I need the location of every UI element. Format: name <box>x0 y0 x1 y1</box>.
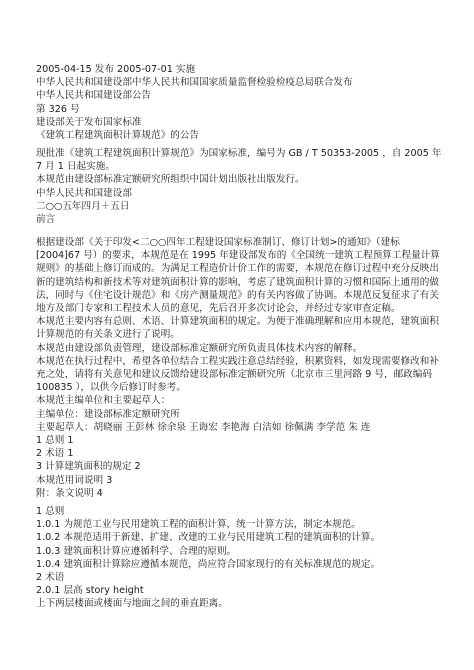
term-definition: 上下两层楼面或楼面与地面之间的垂直距离。 <box>36 598 228 610</box>
foreword-heading: 前言 <box>36 214 56 226</box>
announcement-line: 建设部关于发布国家标准 <box>36 116 142 128</box>
bulletin-title: 中华人民共和国建设部公告 <box>36 90 152 102</box>
clause: 1.0.2 本规范适用于新建、扩建、改建的工业与民用建筑工程的建筑面积的计算。 <box>36 532 381 544</box>
chief-editor-unit: 主编单位：建设部标准定额研究所 <box>36 408 180 420</box>
signature: 中华人民共和国建设部 <box>36 187 132 199</box>
clause: 1.0.1 为规范工业与民用建筑工程的面积计算，统一计算方法，制定本规范。 <box>36 519 361 531</box>
toc-item: 2 术语 1 <box>36 448 74 460</box>
toc-item: 3 计算建筑面积的规定 2 <box>36 461 141 473</box>
standard-title: 《建筑工程建筑面积计算规范》的公告 <box>36 130 200 142</box>
chapter-2-heading: 2 术语 <box>36 572 65 584</box>
editor-intro: 本规范主编单位和主要起草人： <box>36 395 171 407</box>
chapter-block <box>36 505 444 611</box>
foreword-paragraph-3: 本规范由建设部负责管理，建设部标准定额研究所负责具体技术内容的解释。 <box>36 342 363 354</box>
publication-note: 本规范由建设部标准定额研究所组织中国计划出版社出版发行。 <box>36 174 305 186</box>
clause: 1.0.3 建筑面积计算应遵循科学、合理的原则。 <box>36 545 237 557</box>
toc-item: 1 总则 1 <box>36 435 74 447</box>
foreword-block <box>36 236 444 500</box>
issue-dates: 2005-04-15 发布 2005-07-01 实施 <box>36 64 196 75</box>
toc-item: 附：条文说明 4 <box>36 487 103 499</box>
foreword-paragraph-1: 根据建设部《关于印发<二○○四年工程建设国家标准制订、修订计划>的通知》（建标 [2004]67 号）的要求，本规范是在 1995 年建设部发布的《全国统一建筑工程预算工程量计算规则》的基础上修订而成的。为满足工程造价计价工作的需要，本规范在修订过程中充分反映出新的建筑结构和新技术等对建筑面积计算的影响，考虑了建筑面积计算的习惯和国际上通用的做法，同时与《住宅设计规范》和《房产测量规范》的有关内容做了协调。本规范反复征求了有关地方及部门专家和工程技术人员的意见，先后召开多次讨论会，并经过专家审查定稿。 <box>36 237 440 315</box>
chapter-1-heading: 1 总则 <box>36 506 65 517</box>
approval-text: 现批准《建筑工程建筑面积计算规范》为国家标准，编号为 GB / T 50353-2005 ，自 2005 年 7 月 1 日起实施。 <box>36 148 442 173</box>
main-drafters: 主要起草人：胡晓丽 王彭林 徐余泉 王诲宏 李艳海 白洁如 徐佩满 李学范 朱 连 <box>36 421 371 433</box>
announcement-block <box>36 147 444 226</box>
term-title: 2.0.1 层高 story height <box>36 585 144 597</box>
issuing-authorities: 中华人民共和国建设部中华人民共和国国家质量监督检验检疫总局联合发布 <box>36 77 353 89</box>
foreword-paragraph-4: 本规范在执行过程中，希望各单位结合工程实践注意总结经验，积累资料，如发现需要修改和补充之处，请将有关意见和建议反馈给建设部标准定额研究所（北京市三里河路 9 号，邮政编码 100835 ），以供今后修订时参考。 <box>36 355 439 394</box>
signature-date: 二○○五年四月＋五日 <box>36 200 130 212</box>
clause: 1.0.4 建筑面积计算除应遵循本规范，尚应符合国家现行的有关标准规范的规定。 <box>36 558 381 570</box>
foreword-paragraph-2: 本规范主要内容有总则、术语、计算建筑面积的规定。为便于准确理解和应用本规范，建筑面积计算规范的有关条文进行了说明。 <box>36 316 439 341</box>
toc-item: 本规范用词说明 3 <box>36 474 113 486</box>
header-block <box>36 63 444 142</box>
bulletin-number: 第 326 号 <box>36 103 80 115</box>
